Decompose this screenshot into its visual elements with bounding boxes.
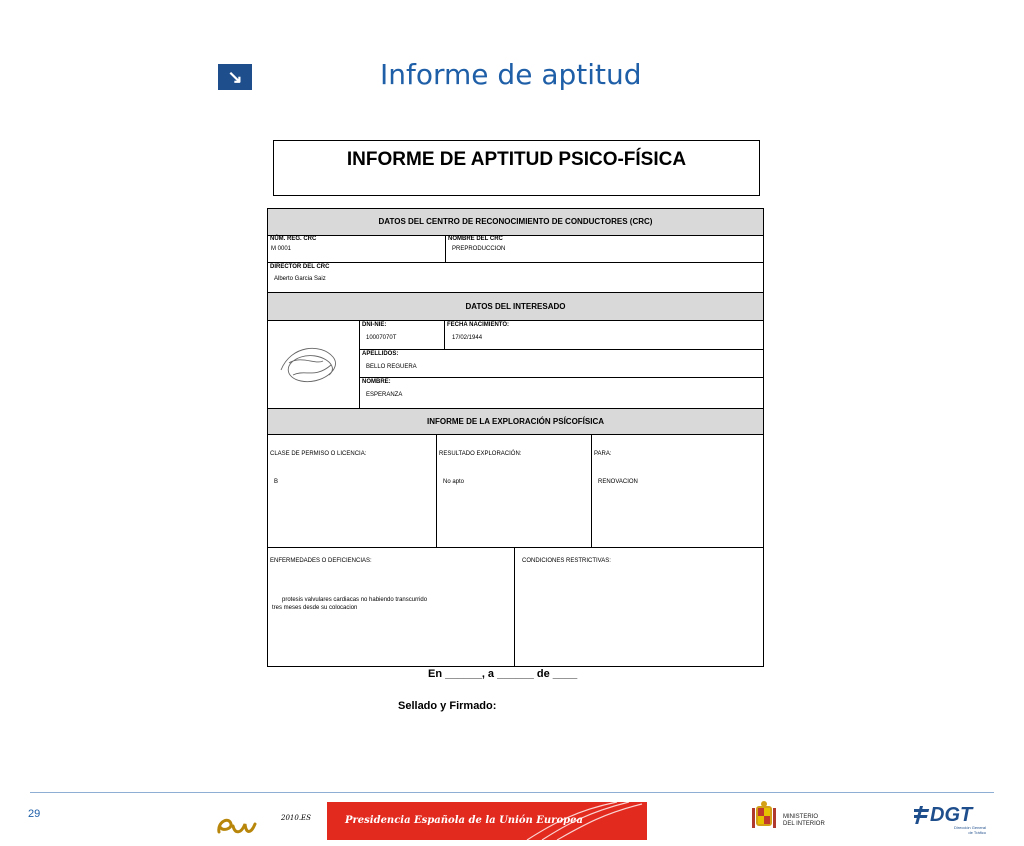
presidency-text: Presidencia Española de la Unión Europea [345, 815, 583, 826]
clase-value: B [274, 479, 279, 485]
eu-year: 2010.ES [281, 814, 311, 822]
crc-row [268, 235, 763, 263]
director-label: DIRECTOR DEL CRC [270, 264, 330, 270]
resultado-value: No apto [443, 479, 465, 485]
sellado-firmado: Sellado y Firmado: [398, 700, 497, 712]
para-cell [591, 435, 764, 547]
para-value: RENOVACION [598, 479, 638, 485]
dni-value: 10007070T [366, 335, 397, 341]
director-value: Alberto Garcia Saiz [274, 276, 326, 282]
exploracion-section-header: INFORME DE LA EXPLORACIÓN PSÍCOFÍSICA [268, 409, 763, 435]
dgt-logo-text: DGT [930, 804, 973, 826]
dni-cell [360, 321, 444, 349]
form-title-box [273, 140, 760, 196]
apellidos-row [360, 350, 764, 378]
condiciones-cell [514, 548, 764, 666]
enfermedades-row [268, 548, 763, 666]
exploracion-row [268, 435, 763, 548]
fecha-cell [444, 321, 765, 349]
eu-2010-logo [215, 804, 311, 845]
form-title: INFORME DE APTITUD PSICO-FÍSICA [346, 149, 687, 170]
interesado-section-header: DATOS DEL INTERESADO [268, 293, 763, 321]
condiciones-label: CONDICIONES RESTRICTIVAS: [522, 558, 611, 564]
resultado-cell [436, 435, 591, 547]
banner-swooshes [327, 802, 647, 840]
spain-coat-of-arms-icon [750, 800, 778, 841]
ministerio-line2: DEL INTERIOR [783, 821, 825, 827]
presidency-banner [327, 802, 647, 840]
nombre-row [360, 378, 764, 408]
dgt-sub-line1: Dirección General [953, 825, 986, 830]
clase-label: CLASE DE PERMISO O LICENCIA: [270, 451, 367, 457]
slide-title: Informe de aptitud [380, 58, 642, 91]
crc-section-header: DATOS DEL CENTRO DE RECONOCIMIENTO DE CONDUCTORES (CRC) [268, 209, 763, 236]
nombre-value: ESPERANZA [366, 392, 403, 398]
footer-divider [30, 792, 994, 793]
signature-scribble [271, 335, 357, 395]
dgt-sub-line2: de Tráfico [968, 830, 986, 835]
para-label: PARA: [594, 451, 612, 457]
page-number: 29 [28, 808, 41, 820]
ministerio-label [783, 814, 825, 828]
enfermedades-cell [268, 548, 513, 666]
date-line: En ______, a ______ de ____ [428, 668, 578, 680]
fecha-value: 17/02/1944 [452, 335, 483, 341]
enfermedades-value-line2: tres meses desde su colocacion [272, 605, 358, 611]
dgt-subtitle [936, 825, 986, 835]
num-reg-cell [268, 235, 444, 262]
enfermedades-label: ENFERMEDADES O DEFICIENCIAS: [270, 558, 372, 564]
arrow-down-right-icon: ↘ [218, 64, 252, 90]
nombre-crc-value: PREPRODUCCION [452, 246, 506, 252]
fecha-label: FECHA NACIMIENTO: [447, 322, 509, 328]
interesado-block [268, 321, 763, 409]
aptitude-form [267, 208, 764, 667]
dni-fecha-row [360, 321, 764, 350]
apellidos-value: BELLO REGUERA [366, 364, 417, 370]
clase-cell [268, 435, 435, 547]
resultado-label: RESULTADO EXPLORACIÓN: [439, 451, 522, 457]
nombre-crc-label: NOMBRE DEL CRC [448, 236, 503, 242]
num-reg-label: NÚM. REG. CRC [270, 236, 317, 242]
num-reg-value: M 0001 [271, 246, 292, 252]
interesado-data [359, 321, 764, 408]
apellidos-label: APELLIDOS: [362, 351, 399, 357]
enfermedades-value-line1: protesis valvulares cardiacas no habiendo transcurrido [282, 597, 428, 603]
ministerio-line1: MINISTERIO [783, 814, 819, 820]
nombre-label: NOMBRE: [362, 379, 391, 385]
photo-cell [268, 321, 358, 408]
nombre-crc-cell [445, 235, 764, 262]
dni-label: DNI-NIE: [362, 322, 387, 328]
director-row [268, 263, 763, 293]
